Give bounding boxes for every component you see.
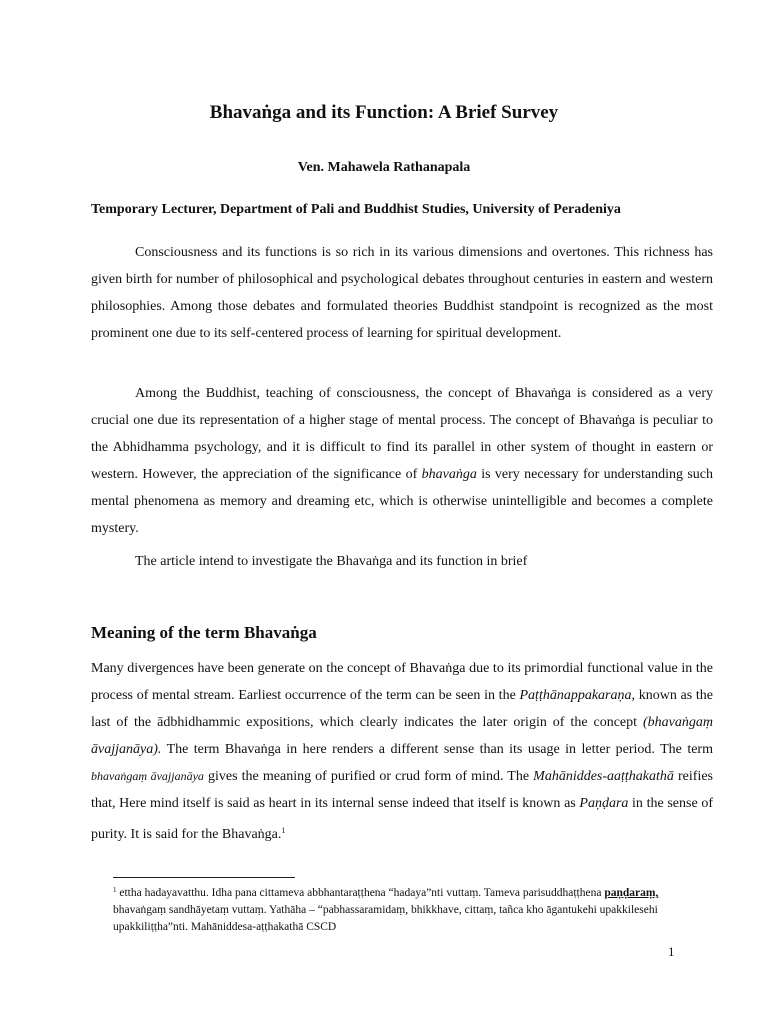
paragraph-text: Consciousness and its functions is so rich in its various dimensions and overtones. This richness has given birth for number of philosophical and psychological debates throughout centuries in eastern and western philosophies. Among those debates and formulated theories Buddhist standpoint is recognized as the most prominent one due to its self-centered process of learning for spiritual development. (91, 245, 713, 341)
text-run: gives the meaning of purified or crud form of mind. The (203, 769, 534, 784)
text-run: is very necessary for understanding such mental phenomena as memory and dreaming etc, which is otherwise unintelligible and becomes a complete mystery. (91, 467, 714, 536)
section-heading: Meaning of the term Bhavaṅga (91, 623, 317, 642)
italic-term: Paṇḍara (579, 796, 629, 811)
page-number: 1 (668, 944, 675, 959)
footnote-text (113, 882, 713, 936)
paragraph-text (91, 655, 713, 848)
italic-term: Paṭṭhānappakaraṇa (519, 688, 632, 703)
intro-paragraph-2 (91, 380, 713, 542)
paragraph-text: The article intend to investigate the Bhavaṅga and its function in brief (135, 554, 528, 569)
paper-title: Bhavaṅga and its Function: A Brief Survey (209, 102, 559, 123)
text-run: reifies that, Here mind itself is said as heart in its internal sense indeed that itself is known as (91, 769, 713, 811)
footnote-reference[interactable]: 1 (281, 826, 286, 835)
text-run: ettha hadayavatthu. Idha pana cittameva abbhantaraṭṭhena “hadaya”nti vuttaṃ. Tameva parisuddhaṭṭhena (116, 887, 605, 899)
paragraph-text (91, 380, 713, 542)
intro-paragraph-1 (91, 239, 713, 347)
bold-term: paṇḍaraṃ, (604, 887, 659, 899)
italic-term: Mahāniddes-aaṭṭhakathā (533, 769, 674, 784)
footnote-marker: 1 (113, 886, 117, 894)
text-run: Many divergences have been generate on the concept of Bhavaṅga due to its primordial functional value in the process of mental stream. Earliest occurrence of the term can be seen in the (91, 661, 713, 703)
italic-term: bhavaṅgaṃ āvajjanāya (91, 769, 204, 783)
author-affiliation: Temporary Lecturer, Department of Pali and Buddhist Studies, University of Peradeniya (91, 202, 621, 217)
text-run: The term Bhavaṅga in here renders a different sense than its usage in letter period. The term (161, 742, 713, 757)
text-run: Among the Buddhist, teaching of consciousness, the concept of Bhavaṅga is considered as a very crucial one due its representation of a higher stage of mental process. The concept of Bhavaṅga is peculiar to the Abhidhamma psychology, and it is difficult to find its parallel in other system of thought in eastern or western. However, the appreciation of the significance of (91, 386, 713, 482)
italic-term: bhavaṅga (421, 467, 477, 482)
author-name: Ven. Mahawela Rathanapala (297, 160, 471, 175)
text-run: bhavaṅgaṃ sandhāyetaṃ vuttaṃ. Yathāha – “pabhassaramidaṃ, bhikkhave, cittaṃ, tañca kho āgantukehi upakkilesehi upakkiliṭṭha”nti. Mahāniddesa-aṭṭhakathā CSCD (113, 904, 658, 933)
section-paragraph (91, 655, 713, 848)
italic-term: (bhavaṅgaṃ āvajjanāya). (91, 715, 713, 757)
text-run: in the sense of purity. It is said for the Bhavaṅga. (91, 796, 713, 842)
footnote (113, 882, 713, 936)
intro-paragraph-3 (91, 548, 713, 575)
footnote-separator (113, 877, 295, 878)
text-run: , known as the last of the ādbhidhammic expositions, which clearly indicates the later origin of the concept (91, 688, 713, 730)
